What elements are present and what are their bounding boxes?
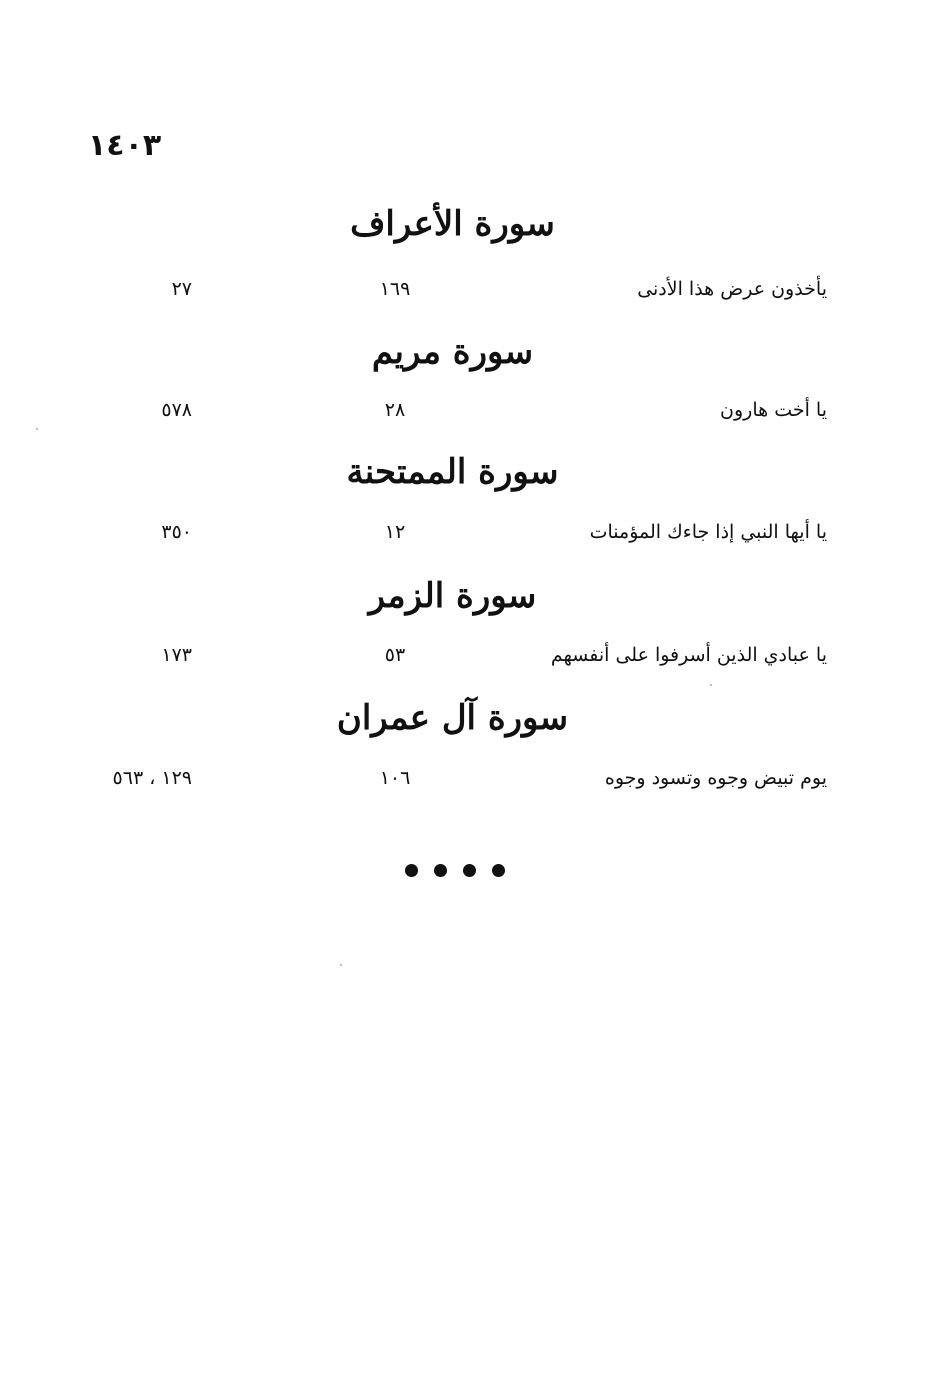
dot <box>492 864 505 877</box>
scan-speck <box>340 964 342 966</box>
dot <box>463 864 476 877</box>
scan-speck <box>36 428 38 430</box>
entry-phrase: يوم تبيض وجوه وتسود وجوه <box>604 767 827 789</box>
entry-phrase: يا أيها النبي إذا جاءك المؤمنات <box>589 521 827 543</box>
entry-ayah-number: ٢٨ <box>384 399 406 421</box>
entry-ayah-number: ١٦٩ <box>379 278 411 300</box>
entry-page-numbers: ١٧٣ <box>161 644 192 666</box>
surah-heading-al-araf: سورة الأعراف <box>350 204 555 244</box>
surah-heading-al-imran: سورة آل عمران <box>336 698 569 738</box>
surah-heading-maryam: سورة مريم <box>371 332 534 372</box>
entry-ayah-number: ٥٣ <box>384 644 406 666</box>
entry-page-numbers: ٣٥٠ <box>161 521 192 543</box>
index-entry <box>0 271 945 307</box>
dot <box>434 864 447 877</box>
index-entry <box>0 637 945 673</box>
entry-page-numbers: ٢٧ <box>171 278 192 300</box>
entry-page-numbers: ٥٧٨ <box>161 399 192 421</box>
entry-phrase: يا أخت هارون <box>720 399 827 421</box>
entry-phrase: يا عبادي الذين أسرفوا على أنفسهم <box>550 644 827 666</box>
end-ornament-dots <box>405 864 505 877</box>
index-entry <box>0 392 945 428</box>
scan-speck <box>710 684 712 686</box>
index-entry <box>0 514 945 550</box>
entry-ayah-number: ١٢ <box>384 521 406 543</box>
surah-heading-al-mumtahanah: سورة الممتحنة <box>346 452 559 492</box>
entry-phrase: يأخذون عرض هذا الأدنى <box>637 278 827 300</box>
dot <box>405 864 418 877</box>
surah-heading-az-zumar: سورة الزمر <box>368 576 537 616</box>
index-entry <box>0 760 945 796</box>
entry-ayah-number: ١٠٦ <box>379 767 411 789</box>
page-number: ١٤٠٣ <box>88 128 162 163</box>
entry-page-numbers: ١٢٩ ، ٥٦٣ <box>112 767 192 789</box>
